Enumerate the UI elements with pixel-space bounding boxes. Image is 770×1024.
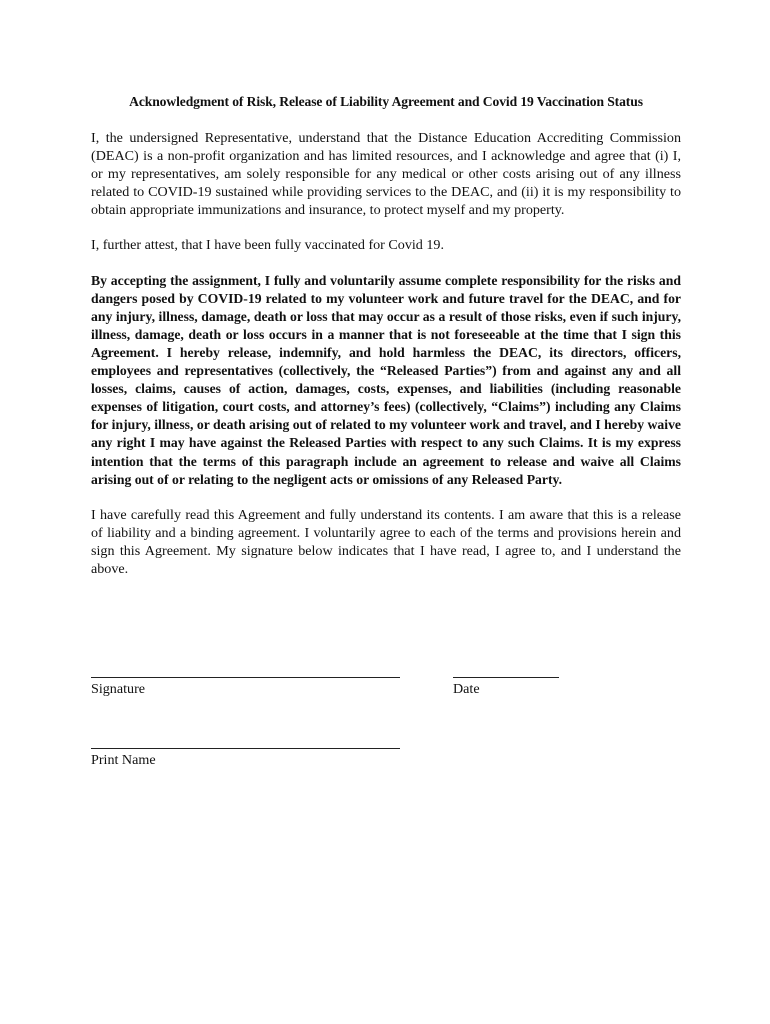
- paragraph-acknowledgment: I, the undersigned Representative, understand that the Distance Education Accrediting Commission (DEAC) is a non-profit organization and has limited resources, and I acknowledge and agree that (i) I, or my representatives, am solely responsible for any medical or other costs arising out of any illness related to COVID-19 sustained while providing services to the DEAC, and (ii) it is my responsibility to obtain appropriate immunizations and insurance, to protect myself and my property.: [91, 130, 681, 219]
- document-title: Acknowledgment of Risk, Release of Liability Agreement and Covid 19 Vaccination Status: [129, 94, 643, 109]
- document-body: [91, 94, 681, 595]
- date-label: Date: [453, 681, 480, 697]
- paragraph-vaccination-attestation: I, further attest, that I have been fully vaccinated for Covid 19.: [91, 237, 444, 254]
- date-line[interactable]: [453, 677, 559, 678]
- signature-line[interactable]: [91, 677, 400, 678]
- paragraph-agreement: I have carefully read this Agreement and fully understand its contents. I am aware that this is a release of liability and a binding agreement. I voluntarily agree to each of the terms and provisions herein and sign this Agreement. My signature below indicates that I have read, I agree to, and I understand the above.: [91, 506, 681, 577]
- print-name-line[interactable]: [91, 748, 400, 749]
- paragraph-release-of-liability: By accepting the assignment, I fully and voluntarily assume complete responsibility for the risks and dangers posed by COVID-19 related to my volunteer work and future travel for the DEAC, and for any injury, illness, damage, death or loss that may occur as a result of those risks, even if such injury, illness, damage, death or loss occurs in a manner that is not foreseeable at the time that I sign this Agreement. I hereby release, indemnify, and hold harmless the DEAC, its directors, officers, employees and representatives (collectively, the “Released Parties”) from and against any and all losses, claims, causes of action, damages, costs, expenses, and liabilities (including reasonable expenses of litigation, court costs, and attorney’s fees) (collectively, “Claims”) including any Claims for injury, illness, or death arising out of related to my volunteer work and travel, and I hereby waive any right I may have against the Released Parties with respect to any such Claims. It is my express intention that the terms of this paragraph include an agreement to release and waive all Claims arising out of or relating to the negligent acts or omissions of any Released Party.: [91, 272, 681, 487]
- signature-block: [91, 676, 681, 796]
- print-name-label: Print Name: [91, 752, 156, 768]
- signature-label: Signature: [91, 681, 146, 697]
